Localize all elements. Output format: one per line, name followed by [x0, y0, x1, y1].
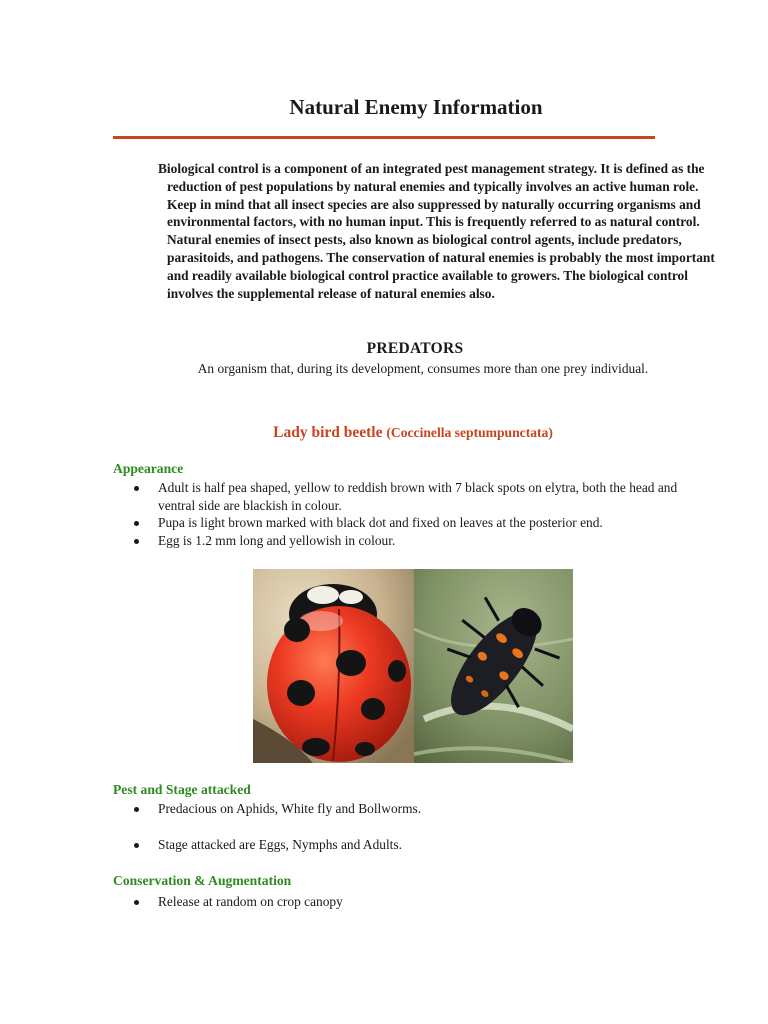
pest-stage-list — [133, 800, 693, 853]
bullet-icon — [134, 807, 139, 812]
bullet-icon — [134, 521, 139, 526]
section-heading-predators: PREDATORS — [366, 340, 464, 357]
page-title: Natural Enemy Information — [289, 95, 543, 119]
list-item — [133, 514, 693, 532]
section-definition: An organism that, during its development, consumes more than one prey individual. — [197, 361, 649, 376]
list-item-text: Pupa is light brown marked with black dot and fixed on leaves at the posterior end. — [158, 515, 603, 531]
pest-stage-heading: Pest and Stage attacked — [113, 782, 251, 797]
list-item-text: Release at random on crop canopy — [158, 894, 343, 909]
list-item-text: Adult is half pea shaped, yellow to reddish brown with 7 black spots on elytra, both the head and ventral side are blackish in colour. — [158, 480, 678, 513]
appearance-list — [133, 479, 693, 549]
ladybird-adult-photo — [253, 569, 414, 763]
bullet-icon — [134, 843, 139, 848]
species-common-name: Lady bird beetle — [273, 424, 383, 441]
list-item — [133, 893, 693, 911]
species-heading — [0, 424, 768, 442]
species-scientific-name: (Coccinella septumpunctata) — [386, 425, 553, 440]
intro-paragraph: Biological control is a component of an integrated pest management strategy. It is defined as the reduction of pest populations by natural enemies and typically involves an active human role. Keep in mind that all insect species are also suppressed by naturally occurring organisms and environmental factors, with no human input. This is frequently referred to as natural control. Natural enemies of insect pests, also known as biological control agents, include predators, parasitoids, and pathogens. The conservation of natural enemies is probably the most important and readily available biological control practice available to growers. The biological control involves the supplemental release of natural enemies also. — [158, 161, 715, 301]
list-item-text: Predacious on Aphids, White fly and Bollworms. — [158, 801, 422, 816]
title-divider — [113, 136, 655, 139]
bullet-icon — [134, 486, 139, 491]
list-item-text: Stage attacked are Eggs, Nymphs and Adults. — [158, 836, 402, 852]
conservation-heading: Conservation & Augmentation — [113, 873, 292, 888]
list-item — [133, 800, 693, 818]
appearance-heading: Appearance — [113, 461, 184, 476]
bullet-icon — [134, 539, 139, 544]
ladybird-larva-photo — [414, 569, 573, 763]
conservation-list — [133, 893, 693, 911]
list-item — [133, 836, 693, 854]
list-item — [133, 479, 693, 514]
list-item-text: Egg is 1.2 mm long and yellowish in colour. — [158, 532, 396, 548]
list-item — [133, 532, 693, 550]
bullet-icon — [134, 900, 139, 905]
